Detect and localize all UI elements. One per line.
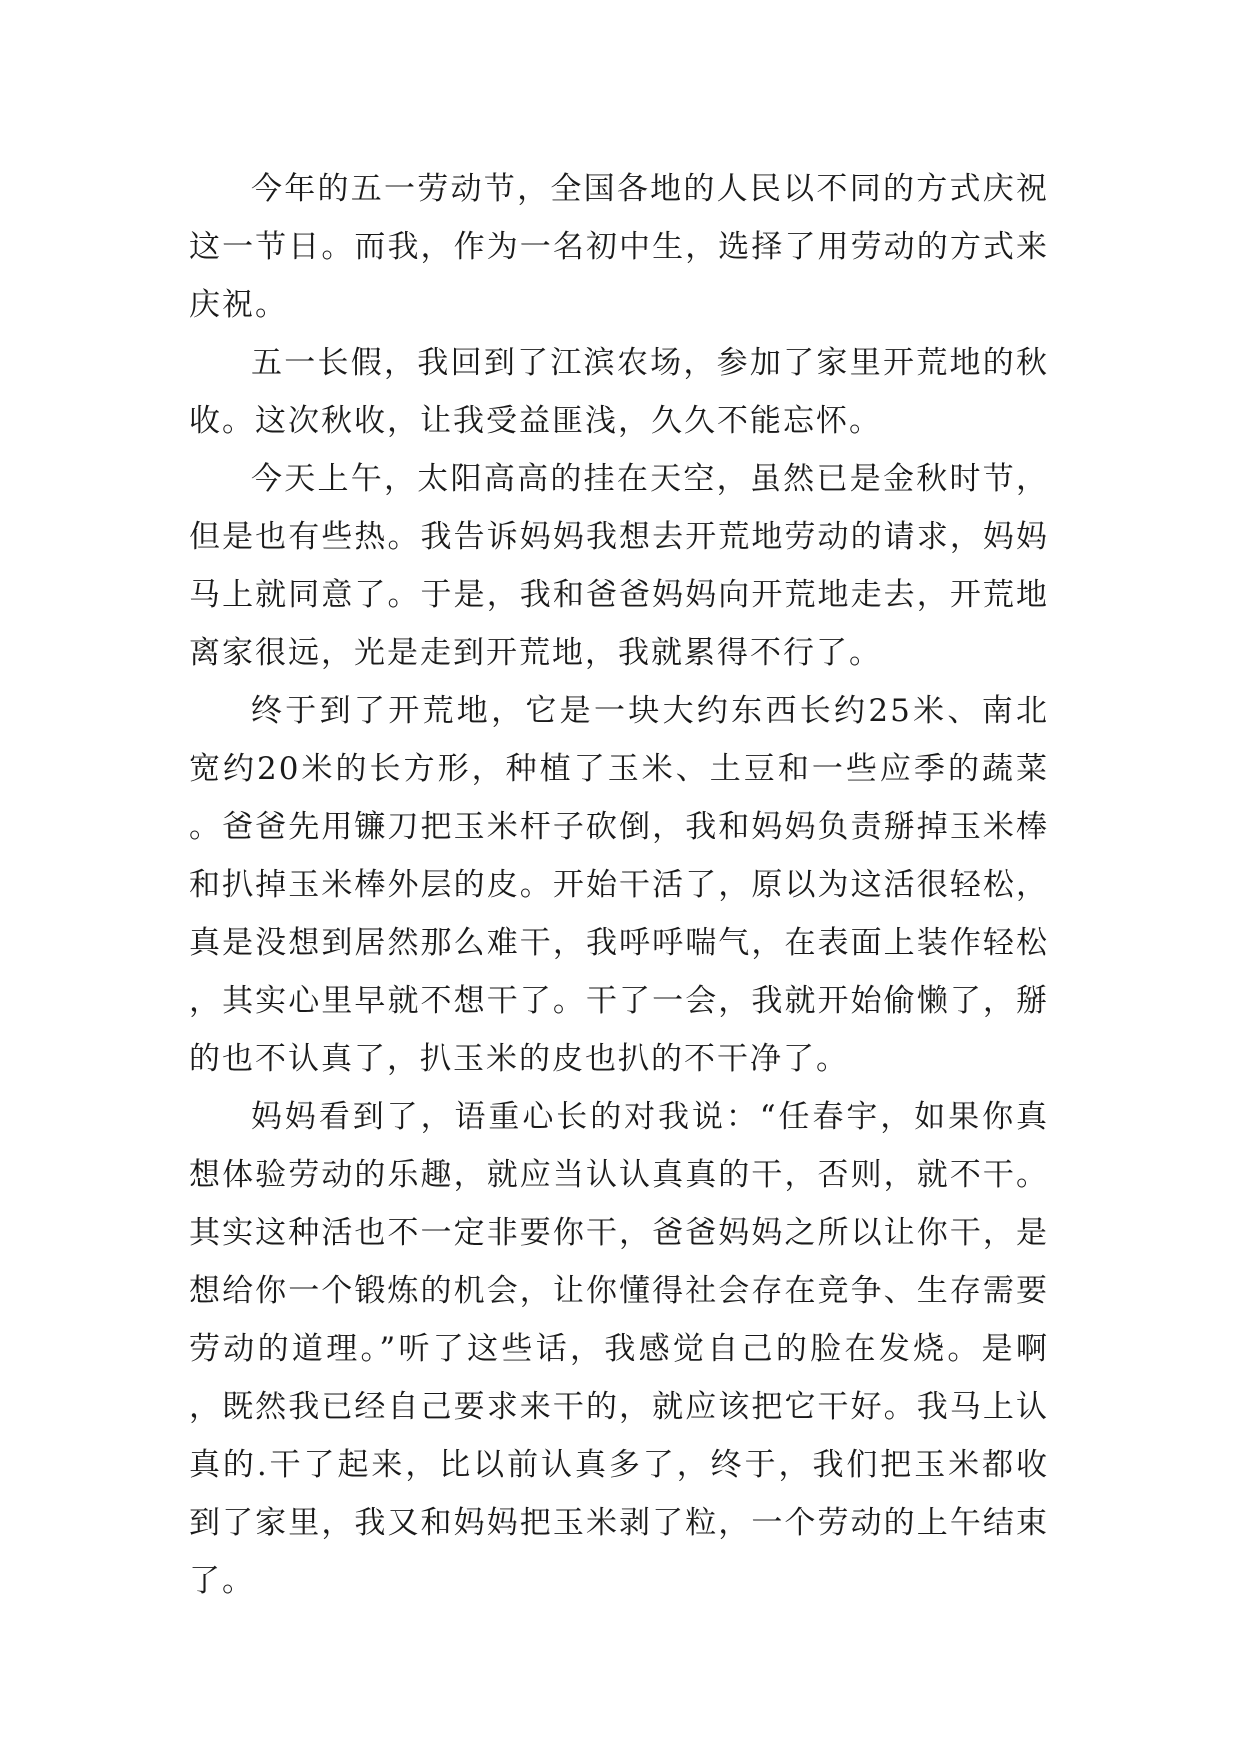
paragraph-5: 妈妈看到了，语重心长的对我说：“任春宇，如果你真想体验劳动的乐趣，就应当认认真真的干，否则，就不干。其实这种活也不一定非要你干，爸爸妈妈之所以让你干，是想给你一个锻炼的机会，让你懂得社会存在竞争、生存需要劳动的道理。”听了这些话，我感觉自己的脸在发烧。是啊，既然我已经自己要求来干的，就应该把它干好。我马上认真的.干了起来，比以前认真多了，终于，我们把玉米都收到了家里，我又和妈妈把玉米剥了粒，一个劳动的上午结束了。 xyxy=(189,1099,1049,1599)
paragraph-4: 终于到了开荒地，它是一块大约东西长约25米、南北宽约20米的长方形，种植了玉米、土豆和一些应季的蔬菜。爸爸先用镰刀把玉米杆子砍倒，我和妈妈负责掰掉玉米棒和扒掉玉米棒外层的皮。开始干活了，原以为这活很轻松，真是没想到居然那么难干，我呼呼喘气，在表面上装作轻松，其实心里早就不想干了。干了一会，我就开始偷懒了，掰的也不认真了，扒玉米的皮也扒的不干净了。 xyxy=(189,693,1049,1077)
paragraph-2: 五一长假，我回到了江滨农场，参加了家里开荒地的秋收。这次秋收，让我受益匪浅，久久不能忘怀。 xyxy=(189,345,1049,439)
document-body xyxy=(189,160,1049,1610)
paragraph-1: 今年的五一劳动节，全国各地的人民以不同的方式庆祝这一节日。而我，作为一名初中生，选择了用劳动的方式来庆祝。 xyxy=(189,171,1049,323)
paragraph-3: 今天上午，太阳高高的挂在天空，虽然已是金秋时节，但是也有些热。我告诉妈妈我想去开荒地劳动的请求，妈妈马上就同意了。于是，我和爸爸妈妈向开荒地走去，开荒地离家很远，光是走到开荒地，我就累得不行了。 xyxy=(189,461,1049,671)
